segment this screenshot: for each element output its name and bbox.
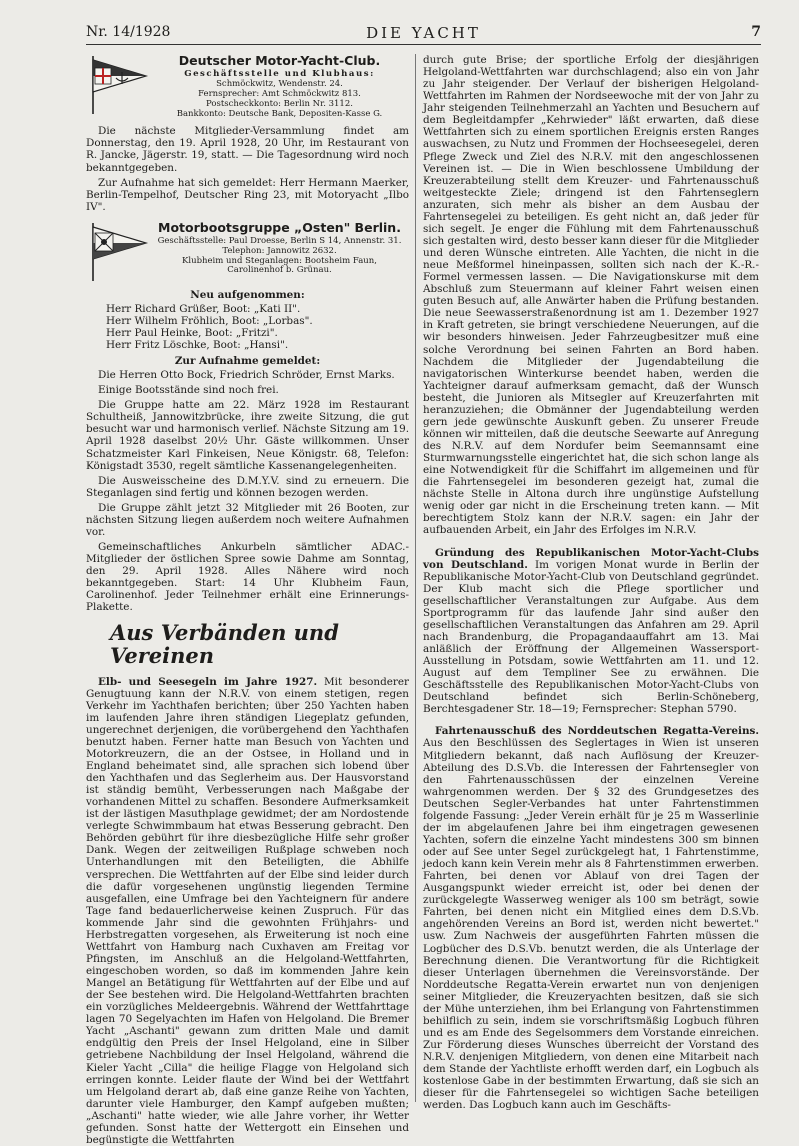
- elbe-article-title: Elb- und Seesegeln im Jahre 1927.: [98, 675, 318, 688]
- column-divider: [415, 54, 416, 1102]
- fahrten-article-title: Fahrtenausschuß des Norddeutschen Regatta-Vereins.: [435, 725, 759, 738]
- header-rule: [86, 44, 761, 45]
- new-member: Herr Paul Heinke, Boot: „Fritzi".: [106, 326, 278, 339]
- right-column: [423, 54, 759, 1112]
- left-column: [86, 53, 409, 1146]
- club2-address-line: Klubheim und Steganlagen: Bootsheim Faun,: [182, 255, 377, 266]
- fahrten-article: [423, 725, 759, 1111]
- elbe-article: [86, 676, 409, 1146]
- new-member: Herr Fritz Löschke, Boot: „Hansi".: [106, 339, 289, 351]
- club1-address-line: Bankkonto: Deutsche Bank, Depositen-Kasse G.: [176, 108, 383, 119]
- club2-header: [86, 221, 409, 283]
- elbe-article-continued: durch gute Brise; der sportliche Erfolg der diesjährigen Helgoland-Wettfahrten war durchschlagend; also ein von Jahr zu Jahr steigender. Der Verlauf der bisherigen Helgoland-Wettfahrten im Rahmen der Nordseewoche mit der von Jahr zu Jahr steigenden Teilnehmerzahl an Yachten und Besuchern auf dem Begleitdampfer „Kehrwieder" läßt erwarten, daß diese Wettfahrten sich zu einem sportlichen Ereignis ersten Ranges auswachsen, zu Nutz und Frommen der Hochseesegelei, deren Pflege Zweck und Ziel des N.R.V. mit den angeschlossenen Vereinen ist. — Die in Wien beschlossene Umbildung der Kreuzerabteilung stellt dem Kreuzer- und Fahrtenausschuß weitgesteckte Ziele; dringend ist den Fahrtenseglern anzuraten, sich mehr als bisher an dem Ausbau der Fahrtensegelei zu beteiligen. Es geht nicht an, daß jeder für sich segelt. Je enger die Fühlung mit dem Fahrtenausschuß sich gestalten wird, desto besser kann dieser für die Mitglieder und deren Wünsche eintreten. Alle Yachten, die nicht in die neue Meßformel hineinpassen, sollten sich nach der K.-R.-Formel vermessen lassen. — Die Navigationskurse mit dem Abschluß zum Steuermann auf kleiner Fahrt weisen einen guten Besuch auf, alle Anwärter haben die Prüfung bestanden. Die neue Seewasserstraßenordnung ist am 1. Dezember 1927 in Kraft getreten, sie bringt verschiedene Neuerungen, auf die wir besonders hinweisen. Jeder Fahrzeugbesitzer muß eine solche Verordnung bei seinen Fahrten an Bord haben. Nachdem die Mitglieder der Jugendabteilung die navigatorischen Winterkurse beendet haben, werden die Yachteigner darauf aufmerksam gemacht, daß der Wunsch besteht, die Junioren als Mitsegler auf Kreuzerfahrten mit heranzuziehen; die Obmänner der Jugendabteilung werden gern jede gewünschte Auskunft geben. Zu unserer Freude können wir mitteilen, daß die deutsche Seewarte auf Anregung des N.R.V. auf dem Nordufer beim Seemannsamt eine Sturmwarnungsstelle eingerichtet hat, die sich schon lange als eine Notwendigkeit für die Schiffahrt im allgemeinen und für die Fahrtensegelei im besonderen gezeigt hat, zumal die nächste Stelle in Altona durch ihre ungünstige Aufstellung wenig oder gar nicht in die Erscheinung treten kann. — Mit berechtigtem Stolz kann der N.R.V. sagen: ein Jahr der aufbauenden Arbeit, ein Jahr des Erfolges im N.R.V.: [423, 54, 759, 537]
- magazine-title: DIE YACHT: [366, 24, 481, 42]
- fahrten-article-body: Aus den Beschlüssen des Seglertages in Wien ist unseren Mitgliedern bekannt, daß nach Auflösung der Kreuzer-Abteilung des D.S.Vb. die Interessen der Fahrtensegler von den Fahrtenausschüssen der einzelnen Vereine wahrgenommen werden. Der § 32 des Grundgesetzes des Deutschen Segler-Verbandes hat unter Fahrtenstimmen folgende Fassung: „Jeder Verein erhält für je 25 m Wasserlinie der im abgelaufenen Jahre bei ihm eingetragen gewesenen Yachten, sofern die einzelne Yacht mindestens 300 sm binnen oder auf See unter Segel zurückgelegt hat, 1 Fahrtenstimme, jedoch kann kein Verein mehr als 8 Fahrtenstimmen erwerben. Fahrten, bei denen vor Ablauf von drei Tagen der Ausgangspunkt wieder erreicht ist, oder bei denen der zurückgelegte Wasserweg weniger als 100 sm beträgt, sowie Fahrten, bei denen nicht ein Mitglied eines dem D.S.Vb. angehörenden Vereins an Bord ist, werden nicht bewertet." usw. Zum Nachweis der ausgeführten Fahrten müssen die Logbücher des D.S.Vb. benutzt werden, die als Unterlage der Berechnung dienen. Die Verantwortung für die Richtigkeit dieser Unterlagen übernehmen die Vereinsvorstände. Der Norddeutsche Regatta-Verein erwartet nun von denjenigen seiner Mitglieder, die Kreuzeryachten besitzen, daß sie sich der Mühe unterziehen, ihm bei Erlangung von Fahrtenstimmen behilflich zu sein, indem sie vorschriftsmäßig Logbuch führen und es am Ende des Segelsommers dem Vorstande einreichen. Zur Förderung dieses Wunsches überreicht der Vorstand des N.R.V. denjenigen Mitgliedern, von denen eine Mitarbeit nach dem Stande der Yachtliste erhofft werden darf, ein Logbuch als kostenlose Gabe in der bestimmten Erwartung, daß sie sich an dieser für die Fahrtensegelei so wichtigen Sache beteiligen werden. Das Logbuch kann auch im Geschäfts-: [423, 737, 759, 1112]
- club1-address-line: Schmöckwitz, Wendenstr. 24.: [216, 79, 343, 90]
- club1-header: [86, 54, 409, 119]
- club1-address-line: Fernsprecher: Amt Schmöckwitz 813.: [198, 89, 361, 100]
- applicants-heading: Zur Aufnahme gemeldet:: [174, 355, 321, 368]
- club2-paragraph: Gemeinschaftliches Ankurbeln sämtlicher ADAC.-Mitglieder der östlichen Spree sowie Dahme am Sonntag, den 29. April 1928. Alles Nähere wird noch bekanntgegeben. Start: 14 Uhr Klubheim Faun, Carolinenhof. Jeder Teilnehmer erhält eine Erinnerungs-Plakette.: [86, 540, 409, 614]
- republican-club-title: Gründung des Republikanischen Motor-Yacht-Clubs von Deutschland.: [423, 546, 759, 571]
- section-title: Aus Verbänden und Vereinen: [110, 620, 339, 669]
- club1-info: [150, 54, 409, 119]
- club2-paragraph: Einige Bootsstände sind noch frei.: [98, 384, 279, 397]
- elbe-article-body: Mit besonderer Genugtuung kann der N.R.V. von einem stetigen, regen Verkehr im Yachthafen berichten; über 250 Yachten haben im laufenden Jahre ihren ständigen Liegeplatz gefunden, ungerechnet derjenigen, die vorübergehend den Yachthafen benutzt haben. Ferner hatte man Besuch von Yachten und Motorkreuzern, die an der Ostsee, in Holland und in England beheimatet sind, alle sprachen sich lobend über den Yachthafen und das Seglerheim aus. Der Hausvorstand ist ständig bemüht, Verbesserungen nach Maßgabe der vorhandenen Mittel zu schaffen. Besondere Aufmerksamkeit ist der lästigen Masuthplage gewidmet; der am Nordostende verlegte Schwimmbaum hat etwas Besserung gebracht. Den Behörden gebührt für ihre diesbezügliche Hilfe sehr großer Dank. Wegen der zeitweiligen Rußplage schweben noch Unterhandlungen mit den Beteiligten, die Abhilfe versprechen. Die Wettfahrten auf der Elbe sind leider durch die dafür vorgesehenen ungünstig liegenden Termine ausgefallen, eine Umfrage bei den Yachteignern für andere Tage fand bedauerlicherweise keinen Zuspruch. Für das kommende Jahr sind die gewohnten Frühjahrs- und Herbstregatten vorgesehen, als Erweiterung ist noch eine Wettfahrt von Hamburg nach Cuxhaven am Freitag vor Pfingsten, im Anschluß an die Helgoland-Wettfahrten, eingeschoben worden, so daß im kommenden Jahre kein Mangel an Betätigung für Wettfahrten auf der Elbe und auf der See bestehen wird. Die Helgoland-Wettfahrten brachten ein vorzügliches Meldeergebnis. Während der Wettfahrttage lagen 70 Segelyachten im Hafen von Helgoland. Die Bremer Yacht „Aschanti" gewann zum dritten Male und damit endgültig den Preis der Insel Helgoland, eine in Silber getriebene Nachbildung der Insel Helgoland, während die Kieler Yacht „Cilla" die heilige Flagge von Helgoland sich erringen konnte. Leider flaute der Wind bei der Wettfahrt um Helgoland derart ab, daß eine ganze Reihe von Yachten, darunter viele Hamburger, den Kampf aufgeben mußten; „Aschanti" hatte wieder, wie alle Jahre vorher, ihr Wetter gefunden. Sonst hatte der Wettergott ein Einsehen und begünstigte die Wettfahrten: [86, 675, 409, 1146]
- club-pennant-icon: [86, 221, 150, 283]
- club1-name: Deutscher Motor-Yacht-Club.: [178, 53, 381, 68]
- new-member: Herr Wilhelm Fröhlich, Boot: „Lorbas".: [106, 314, 313, 327]
- club2-paragraph: Die Ausweisscheine des D.M.Y.V. sind zu erneuern. Die Steganlagen sind fertig und können bezogen werden.: [86, 474, 409, 499]
- club2-address-line: Carolinenhof b. Grünau.: [227, 265, 332, 276]
- club2-address-line: Telephon: Jannowitz 2632.: [222, 245, 337, 256]
- republican-club-article: [423, 547, 759, 716]
- page-number: 7: [751, 24, 761, 40]
- club1-address-line: Postscheckkonto: Berlin Nr. 3112.: [206, 98, 353, 109]
- club-pennant-icon: [86, 54, 150, 116]
- club2-name: Motorbootsgruppe „Osten" Berlin.: [158, 219, 401, 235]
- club2-address-line: Geschäftsstelle: Paul Droesse, Berlin S 14, Annenstr. 31.: [157, 236, 402, 247]
- club1-office-label: Geschäftsstelle und Klubhaus:: [184, 69, 375, 80]
- club2-paragraph: Die Gruppe hatte am 22. März 1928 im Restaurant Schultheiß, Jannowitzbrücke, ihre zweite Sitzung, die gut besucht war und harmonisch verlief. Nächste Sitzung am 19. April 1928 daselbst 20½ Uhr. Gäste willkommen. Unser Schatzmeister Karl Finkeisen, Neue Königstr. 68, Telefon: Königstadt 3530, regelt sämtliche Kassenangelegenheiten.: [86, 399, 409, 472]
- club1-paragraph: Zur Aufnahme hat sich gemeldet: Herr Hermann Maerker, Berlin-Tempelhof, Deutscher Ring 23, mit Motoryacht „Ilbo IV".: [86, 176, 409, 213]
- club1-paragraph: Die nächste Mitglieder-Versammlung findet am Donnerstag, den 19. April 1928, 20 Uhr, im Restaurant von R. Jancke, Jägerstr. 19, statt. — Die Tagesordnung wird noch bekanntgegeben.: [86, 125, 409, 174]
- page-header: [86, 24, 761, 44]
- issue-number: Nr. 14/1928: [86, 24, 171, 40]
- republican-club-body: Im vorigen Monat wurde in Berlin der Republikanische Motor-Yacht-Club von Deutschland gegründet. Der Klub macht sich die Pflege sportlicher und gesellschaftlicher Veranstaltungen zur Aufgabe. Aus dem Sportprogramm für das laufende Jahr sind außer den gesellschaftlichen Veranstaltungen das Anfahren am 29. April nach Brandenburg, die Propagandaauffahrt am 13. Mai anläßlich der Eröffnung der Allgemeinen Wassersport-Ausstellung in Potsdam, sowie Wettfahrten am 11. und 12. August auf dem Templiner See zu erwähnen. Die Geschäftsstelle des Republikanischen Motor-Yacht-Clubs von Deutschland befindet sich Berlin-Schöneberg, Berchtesgadener Str. 18—19; Fernsprecher: Stephan 5790.: [423, 558, 759, 716]
- club2-paragraph: Die Gruppe zählt jetzt 32 Mitglieder mit 26 Booten, zur nächsten Sitzung liegen außerdem noch weitere Aufnahmen vor.: [86, 501, 409, 538]
- new-members-heading: Neu aufgenommen:: [190, 288, 305, 301]
- club2-info: [150, 221, 409, 276]
- club2-paragraph: Die Herren Otto Bock, Friedrich Schröder, Ernst Marks.: [98, 369, 395, 382]
- new-member: Herr Richard Grüßer, Boot: „Kati II".: [106, 302, 301, 315]
